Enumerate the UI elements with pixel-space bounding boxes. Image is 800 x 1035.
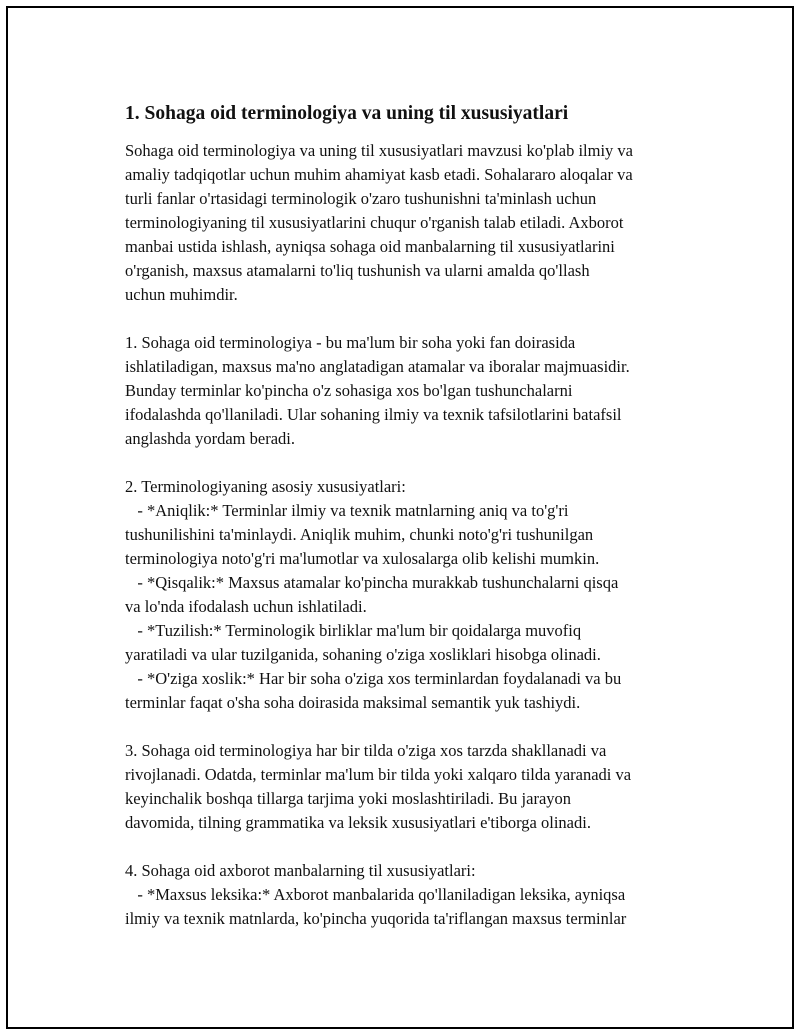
paragraph-intro	[125, 139, 705, 307]
text-line: 4. Sohaga oid axborot manbalarning til xususiyatlari:	[125, 861, 476, 880]
text-line: ilmiy va texnik matnlarda, ko'pincha yuqorida ta'riflangan maxsus terminlar	[125, 909, 627, 928]
paragraph-spacer	[125, 715, 705, 739]
text-line: terminologiyaning til xususiyatlarini chuqur o'rganish talab etiladi. Axborot	[125, 213, 624, 232]
paragraph-spacer	[125, 451, 705, 475]
text-line: o'rganish, maxsus atamalarni to'liq tushunish va ularni amalda qo'llash	[125, 261, 590, 280]
text-line: amaliy tadqiqotlar uchun muhim ahamiyat kasb etadi. Sohalararo aloqalar va	[125, 165, 633, 184]
paragraph-section-4	[125, 859, 705, 931]
text-line: anglashda yordam beradi.	[125, 429, 295, 448]
page-frame	[6, 6, 794, 1029]
text-line: keyinchalik boshqa tillarga tarjima yoki moslashtiriladi. Bu jarayon	[125, 789, 572, 808]
text-line: - *Maxsus leksika:* Axborot manbalarida qo'llaniladigan leksika, ayniqsa	[125, 885, 626, 904]
text-line: rivojlanadi. Odatda, terminlar ma'lum bir tilda yoki xalqaro tilda yaranadi va	[125, 765, 632, 784]
paragraph-section-2	[125, 475, 705, 715]
text-line: - *Tuzilish:* Terminologik birliklar ma'lum bir qoidalarga muvofiq	[125, 621, 582, 640]
text-line: turli fanlar o'rtasidagi terminologik o'zaro tushunishni ta'minlash uchun	[125, 189, 597, 208]
paragraph-spacer	[125, 307, 705, 331]
text-line: va lo'nda ifodalash uchun ishlatiladi.	[125, 597, 367, 616]
text-line: - *O'ziga xoslik:* Har bir soha o'ziga xos terminlardan foydalanadi va bu	[125, 669, 622, 688]
text-line: davomida, tilning grammatika va leksik xususiyatlari e'tiborga olinadi.	[125, 813, 591, 832]
paragraph-section-3	[125, 739, 705, 835]
text-line: terminlar faqat o'sha soha doirasida maksimal semantik yuk tashiydi.	[125, 693, 581, 712]
text-line: ifodalashda qo'llaniladi. Ular sohaning ilmiy va texnik tafsilotlarini batafsil	[125, 405, 622, 424]
text-line: ishlatiladigan, maxsus ma'no anglatadigan atamalar va iboralar majmuasidir.	[125, 357, 630, 376]
text-line: 2. Terminologiyaning asosiy xususiyatlari:	[125, 477, 406, 496]
paragraph-section-1	[125, 331, 705, 451]
text-line: terminologiya noto'g'ri ma'lumotlar va xulosalarga olib kelishi mumkin.	[125, 549, 600, 568]
document-body	[125, 100, 705, 931]
text-line: Sohaga oid terminologiya va uning til xususiyatlari mavzusi ko'plab ilmiy va	[125, 141, 633, 160]
paragraph-spacer	[125, 835, 705, 859]
text-line: manbai ustida ishlash, ayniqsa sohaga oid manbalarning til xususiyatlarini	[125, 237, 615, 256]
text-line: tushunilishini ta'minlaydi. Aniqlik muhim, chunki noto'g'ri tushunilgan	[125, 525, 594, 544]
text-line: - *Aniqlik:* Terminlar ilmiy va texnik matnlarning aniq va to'g'ri	[125, 501, 569, 520]
text-line: Bunday terminlar ko'pincha o'z sohasiga xos bo'lgan tushunchalarni	[125, 381, 573, 400]
document-title: 1. Sohaga oid terminologiya va uning til xususiyatlari	[125, 103, 569, 124]
text-line: - *Qisqalik:* Maxsus atamalar ko'pincha murakkab tushunchalarni qisqa	[125, 573, 619, 592]
text-line: uchun muhimdir.	[125, 285, 238, 304]
text-line: 3. Sohaga oid terminologiya har bir tilda o'ziga xos tarzda shakllanadi va	[125, 741, 607, 760]
text-line: yaratiladi va ular tuzilganida, sohaning o'ziga xosliklari hisobga olinadi.	[125, 645, 601, 664]
text-line: 1. Sohaga oid terminologiya - bu ma'lum bir soha yoki fan doirasida	[125, 333, 576, 352]
